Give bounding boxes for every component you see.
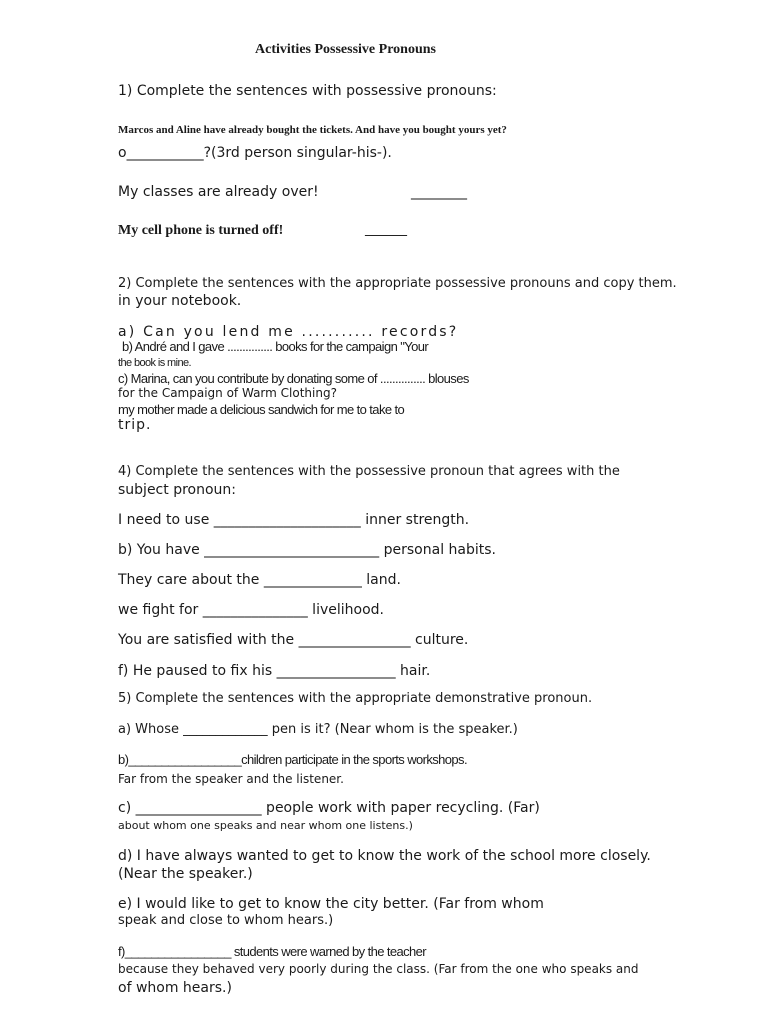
section4-heading-line1: 4) Complete the sentences with the possessive pronoun that agrees with the bbox=[118, 464, 620, 479]
section2-item-b-line1: b) André and I gave ............... books for the campaign "Your bbox=[122, 339, 429, 354]
section4-item: I need to use _____________________ inner strength. bbox=[118, 512, 470, 528]
section4-item: You are satisfied with the ________________ culture. bbox=[118, 632, 469, 648]
section1-item-b bbox=[118, 184, 467, 200]
section4-item: we fight for _______________ livelihood. bbox=[118, 602, 384, 618]
section5-item-d-line2: (Near the speaker.) bbox=[118, 866, 253, 882]
section5-item-d-line1: d) I have always wanted to get to know the work of the school more closely. bbox=[118, 848, 651, 864]
section1-item-c-blank: ______ bbox=[365, 223, 407, 238]
section5-item-b-line2: Far from the speaker and the listener. bbox=[118, 772, 344, 786]
section4-heading-line2: subject pronoun: bbox=[118, 482, 236, 498]
section2-item-c-line1: c) Marina, can you contribute by donating some of ............... blouses bbox=[118, 371, 469, 386]
section5-item-b-line1: b)_________________children participate in the sports workshops. bbox=[118, 752, 467, 767]
section1-item-b-blank: ________ bbox=[411, 184, 467, 200]
page-title: Activities Possessive Pronouns bbox=[255, 42, 436, 57]
section1-item-a: o___________?(3rd person singular-his-). bbox=[118, 145, 392, 161]
section5-item-e-line2: speak and close to whom hears.) bbox=[118, 913, 334, 928]
section1-intro: Marcos and Aline have already bought the tickets. And have you bought yours yet? bbox=[118, 124, 507, 136]
section1-item-b-text: My classes are already over! bbox=[118, 184, 319, 200]
section4-item: b) You have _________________________ personal habits. bbox=[118, 542, 496, 558]
section1-item-c bbox=[118, 223, 407, 239]
section5-item-a: a) Whose _____________ pen is it? (Near whom is the speaker.) bbox=[118, 722, 518, 737]
section2-heading-line1: 2) Complete the sentences with the appropriate possessive pronouns and copy them. bbox=[118, 276, 677, 291]
section5-item-c-line2: about whom one speaks and near whom one listens.) bbox=[118, 819, 413, 832]
section5-heading: 5) Complete the sentences with the appropriate demonstrative pronoun. bbox=[118, 691, 593, 706]
section5-item-f-line3: of whom hears.) bbox=[118, 980, 232, 996]
section1-heading: 1) Complete the sentences with possessive pronouns: bbox=[118, 83, 497, 99]
section4-item: f) He paused to fix his _________________ hair. bbox=[118, 663, 431, 679]
section4-item: They care about the ______________ land. bbox=[118, 572, 401, 588]
section5-item-c-line1: c) __________________ people work with paper recycling. (Far) bbox=[118, 800, 540, 816]
section2-item-d-line1: my mother made a delicious sandwich for me to take to bbox=[118, 402, 405, 417]
section2-item-d-line2: trip. bbox=[118, 417, 152, 433]
section1-item-c-text: My cell phone is turned off! bbox=[118, 223, 284, 238]
section5-item-f-line1: f)________________ students were warned by the teacher bbox=[118, 944, 427, 959]
section5-item-f-line2: because they behaved very poorly during the class. (Far from the one who speaks and bbox=[118, 962, 639, 976]
section2-item-b-line2: the book is mine. bbox=[118, 357, 191, 369]
section2-item-c-line2: for the Campaign of Warm Clothing? bbox=[118, 386, 337, 400]
section2-item-a: a) Can you lend me ........... records? bbox=[118, 324, 459, 340]
section5-item-e-line1: e) I would like to get to know the city better. (Far from whom bbox=[118, 896, 544, 912]
section2-heading-line2: in your notebook. bbox=[118, 293, 242, 309]
